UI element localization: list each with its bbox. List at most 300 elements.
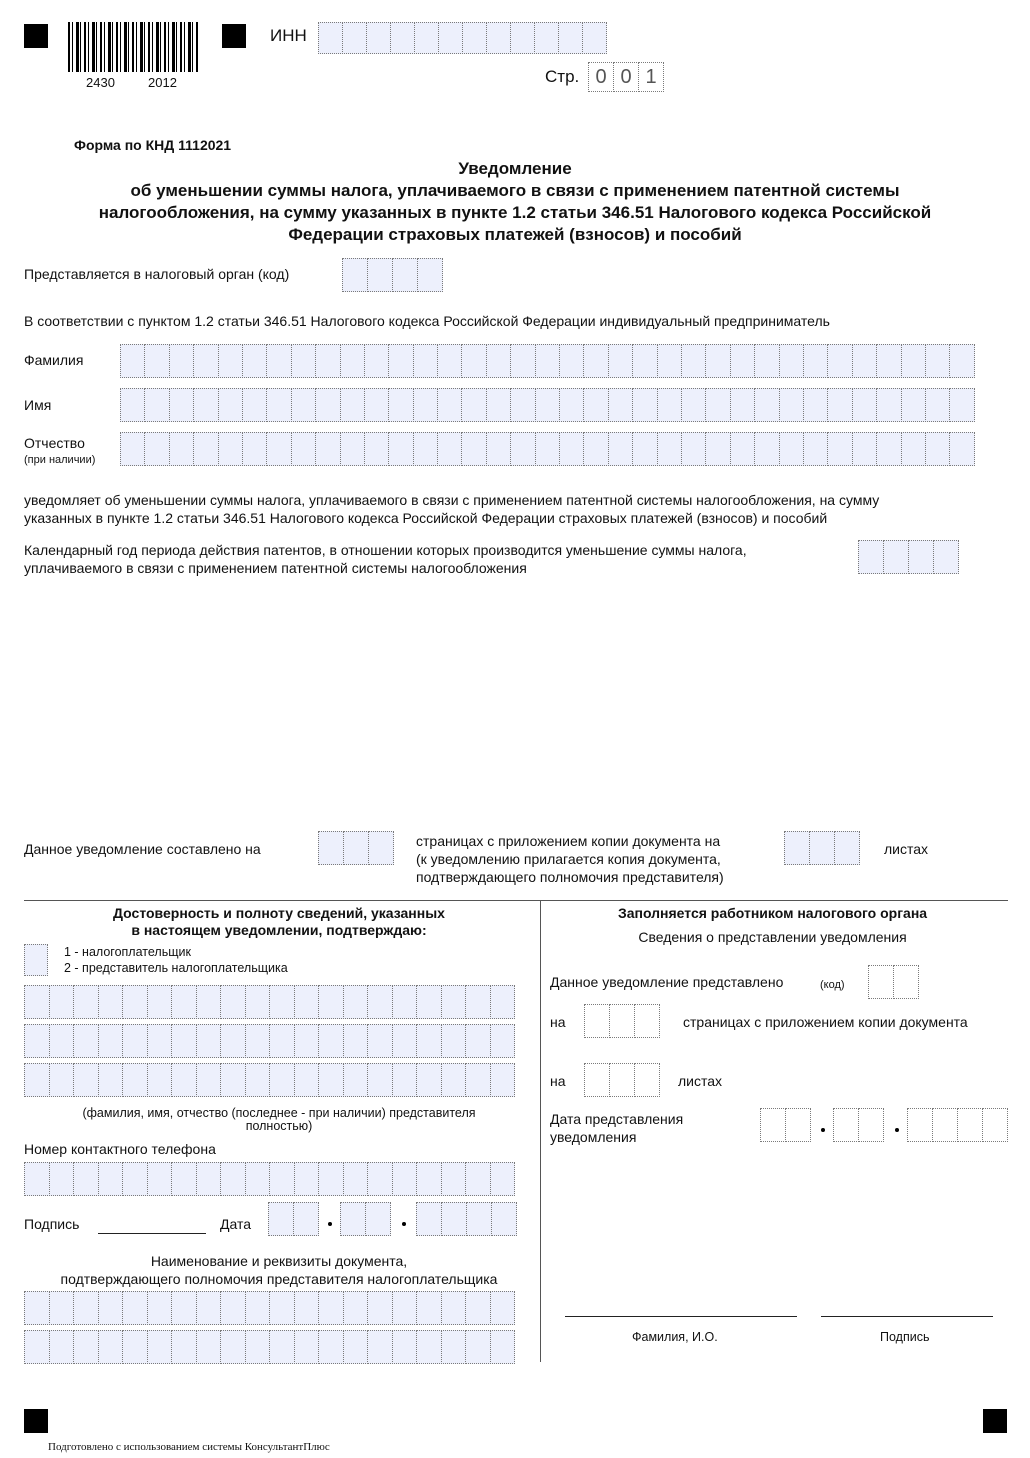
input-cell[interactable] — [171, 1063, 197, 1097]
input-cell[interactable] — [705, 344, 730, 378]
input-cell[interactable] — [122, 1024, 148, 1058]
input-cell[interactable] — [218, 388, 243, 422]
input-cell[interactable] — [907, 1108, 933, 1142]
input-cell[interactable] — [583, 344, 608, 378]
input-cell[interactable] — [559, 388, 584, 422]
input-cell[interactable] — [220, 1291, 246, 1325]
input-cell[interactable] — [266, 344, 291, 378]
input-cell[interactable] — [294, 1024, 320, 1058]
input-cell[interactable] — [220, 1024, 246, 1058]
input-cell[interactable] — [486, 344, 511, 378]
input-cell[interactable] — [392, 1330, 418, 1364]
input-cell[interactable] — [558, 22, 583, 54]
input-cell[interactable] — [868, 965, 894, 999]
input-cell[interactable] — [852, 432, 877, 466]
input-cell[interactable] — [437, 344, 462, 378]
input-cell[interactable] — [490, 1330, 516, 1364]
input-cell[interactable] — [49, 1024, 75, 1058]
input-cell[interactable] — [392, 258, 418, 292]
input-cell[interactable] — [220, 1063, 246, 1097]
input-cell[interactable] — [901, 432, 926, 466]
input-cell[interactable] — [535, 432, 560, 466]
phone-field[interactable] — [24, 1162, 514, 1196]
input-cell[interactable] — [416, 1291, 442, 1325]
input-cell[interactable] — [657, 432, 682, 466]
input-cell[interactable] — [657, 388, 682, 422]
input-cell[interactable] — [779, 432, 804, 466]
submission-date-month-field[interactable] — [833, 1108, 883, 1142]
input-cell[interactable] — [632, 388, 657, 422]
input-cell[interactable] — [465, 1291, 491, 1325]
input-cell[interactable] — [510, 22, 535, 54]
input-cell[interactable] — [760, 1108, 786, 1142]
input-cell[interactable] — [486, 22, 511, 54]
input-cell[interactable] — [171, 1162, 197, 1196]
input-cell[interactable] — [242, 432, 267, 466]
input-cell[interactable] — [461, 344, 486, 378]
input-cell[interactable] — [414, 22, 439, 54]
input-cell[interactable] — [318, 831, 344, 865]
input-cell[interactable] — [340, 432, 365, 466]
document-details-row[interactable] — [24, 1291, 514, 1325]
input-cell[interactable] — [632, 432, 657, 466]
input-cell[interactable] — [147, 1162, 173, 1196]
input-cell[interactable] — [340, 388, 365, 422]
input-cell[interactable] — [852, 344, 877, 378]
input-cell[interactable] — [858, 1108, 884, 1142]
input-cell[interactable] — [535, 344, 560, 378]
input-cell[interactable] — [486, 388, 511, 422]
input-cell[interactable] — [315, 344, 340, 378]
input-cell[interactable] — [949, 432, 974, 466]
input-cell[interactable] — [388, 432, 413, 466]
input-cell[interactable] — [318, 1162, 344, 1196]
officer-signature-line[interactable] — [821, 1316, 993, 1317]
input-cell[interactable] — [437, 388, 462, 422]
input-cell[interactable] — [343, 831, 369, 865]
input-cell[interactable] — [218, 432, 243, 466]
input-cell[interactable] — [73, 1024, 99, 1058]
input-cell[interactable] — [827, 344, 852, 378]
input-cell[interactable] — [681, 344, 706, 378]
input-cell[interactable] — [73, 985, 99, 1019]
input-cell[interactable] — [785, 1108, 811, 1142]
input-cell[interactable] — [416, 1162, 442, 1196]
input-cell[interactable] — [367, 1162, 393, 1196]
input-cell[interactable] — [367, 1024, 393, 1058]
input-cell[interactable] — [608, 388, 633, 422]
input-cell[interactable] — [294, 1291, 320, 1325]
input-cell[interactable] — [269, 1063, 295, 1097]
input-cell[interactable] — [294, 1063, 320, 1097]
input-cell[interactable] — [196, 1063, 222, 1097]
input-cell[interactable] — [73, 1291, 99, 1325]
input-cell[interactable] — [827, 432, 852, 466]
submission-code-field[interactable] — [868, 965, 918, 999]
date-year-field[interactable] — [416, 1202, 516, 1236]
input-cell[interactable] — [218, 344, 243, 378]
input-cell[interactable] — [147, 985, 173, 1019]
input-cell[interactable] — [343, 1291, 369, 1325]
input-cell[interactable] — [852, 388, 877, 422]
input-cell[interactable] — [634, 1063, 660, 1097]
input-cell[interactable] — [754, 388, 779, 422]
input-cell[interactable] — [24, 985, 50, 1019]
input-cell[interactable] — [196, 985, 222, 1019]
input-cell[interactable] — [367, 1291, 393, 1325]
input-cell[interactable] — [120, 344, 145, 378]
inn-field[interactable] — [318, 22, 606, 54]
input-cell[interactable] — [392, 1291, 418, 1325]
input-cell[interactable] — [291, 388, 316, 422]
input-cell[interactable] — [559, 344, 584, 378]
input-cell[interactable] — [809, 831, 835, 865]
input-cell[interactable] — [269, 985, 295, 1019]
input-cell[interactable] — [490, 1024, 516, 1058]
input-cell[interactable] — [24, 1291, 50, 1325]
input-cell[interactable] — [779, 344, 804, 378]
input-cell[interactable] — [491, 1202, 517, 1236]
input-cell[interactable] — [343, 985, 369, 1019]
input-cell[interactable] — [584, 1063, 610, 1097]
name-field[interactable] — [120, 388, 974, 422]
input-cell[interactable] — [245, 985, 271, 1019]
input-cell[interactable] — [73, 1162, 99, 1196]
submission-date-year-field[interactable] — [907, 1108, 1007, 1142]
input-cell[interactable] — [24, 1063, 50, 1097]
date-day-field[interactable] — [268, 1202, 318, 1236]
input-cell[interactable] — [465, 985, 491, 1019]
pages-count-field[interactable] — [318, 831, 393, 865]
input-cell[interactable] — [925, 344, 950, 378]
input-cell[interactable] — [392, 1063, 418, 1097]
input-cell[interactable] — [269, 1330, 295, 1364]
input-cell[interactable] — [462, 22, 487, 54]
input-cell[interactable] — [318, 1330, 344, 1364]
input-cell[interactable] — [367, 1063, 393, 1097]
input-cell[interactable] — [122, 985, 148, 1019]
input-cell[interactable] — [490, 985, 516, 1019]
input-cell[interactable] — [583, 432, 608, 466]
input-cell[interactable] — [416, 1024, 442, 1058]
input-cell[interactable] — [49, 1291, 75, 1325]
input-cell[interactable] — [535, 388, 560, 422]
input-cell[interactable] — [705, 388, 730, 422]
input-cell[interactable] — [949, 388, 974, 422]
input-cell[interactable] — [461, 388, 486, 422]
input-cell[interactable] — [583, 388, 608, 422]
input-cell[interactable] — [343, 1063, 369, 1097]
input-cell[interactable] — [437, 432, 462, 466]
input-cell[interactable] — [318, 1291, 344, 1325]
input-cell[interactable] — [908, 540, 934, 574]
input-cell[interactable] — [73, 1330, 99, 1364]
input-cell[interactable] — [269, 1024, 295, 1058]
input-cell[interactable] — [438, 22, 463, 54]
input-cell[interactable] — [582, 22, 607, 54]
input-cell[interactable] — [294, 1162, 320, 1196]
input-cell[interactable] — [242, 388, 267, 422]
date-month-field[interactable] — [340, 1202, 390, 1236]
input-cell[interactable] — [413, 344, 438, 378]
input-cell[interactable] — [858, 540, 884, 574]
input-cell[interactable] — [461, 432, 486, 466]
input-cell[interactable] — [486, 432, 511, 466]
input-cell[interactable] — [196, 1330, 222, 1364]
input-cell[interactable] — [465, 1063, 491, 1097]
input-cell[interactable] — [465, 1162, 491, 1196]
input-cell[interactable] — [441, 1202, 467, 1236]
input-cell[interactable] — [122, 1162, 148, 1196]
input-cell[interactable] — [220, 1162, 246, 1196]
input-cell[interactable] — [193, 432, 218, 466]
document-details-row[interactable] — [24, 1330, 514, 1364]
input-cell[interactable] — [681, 432, 706, 466]
input-cell[interactable] — [366, 22, 391, 54]
input-cell[interactable] — [893, 965, 919, 999]
input-cell[interactable] — [932, 1108, 958, 1142]
input-cell[interactable] — [315, 432, 340, 466]
input-cell[interactable] — [49, 1063, 75, 1097]
input-cell[interactable] — [171, 1291, 197, 1325]
input-cell[interactable] — [368, 831, 394, 865]
input-cell[interactable] — [367, 258, 393, 292]
input-cell[interactable] — [803, 432, 828, 466]
input-cell[interactable] — [342, 22, 367, 54]
input-cell[interactable] — [169, 432, 194, 466]
input-cell[interactable] — [318, 985, 344, 1019]
input-cell[interactable] — [342, 258, 368, 292]
input-cell[interactable] — [949, 344, 974, 378]
signer-type-cell[interactable] — [24, 944, 48, 976]
input-cell[interactable] — [876, 388, 901, 422]
input-cell[interactable] — [490, 1162, 516, 1196]
input-cell[interactable] — [367, 1330, 393, 1364]
input-cell[interactable] — [98, 1024, 124, 1058]
input-cell[interactable] — [465, 1024, 491, 1058]
input-cell[interactable] — [982, 1108, 1008, 1142]
input-cell[interactable] — [876, 344, 901, 378]
input-cell[interactable] — [220, 1330, 246, 1364]
input-cell[interactable] — [441, 1330, 467, 1364]
input-cell[interactable] — [291, 344, 316, 378]
input-cell[interactable] — [634, 1004, 660, 1038]
input-cell[interactable] — [245, 1291, 271, 1325]
input-cell[interactable] — [169, 344, 194, 378]
input-cell[interactable] — [413, 388, 438, 422]
input-cell[interactable] — [193, 388, 218, 422]
input-cell[interactable] — [147, 1063, 173, 1097]
calendar-year-field[interactable] — [858, 540, 958, 574]
input-cell[interactable] — [534, 22, 559, 54]
input-cell[interactable] — [98, 1162, 124, 1196]
input-cell[interactable] — [98, 985, 124, 1019]
input-cell[interactable] — [24, 1330, 50, 1364]
input-cell[interactable] — [833, 1108, 859, 1142]
input-cell[interactable] — [122, 1291, 148, 1325]
input-cell[interactable] — [413, 432, 438, 466]
input-cell[interactable] — [245, 1063, 271, 1097]
input-cell[interactable] — [417, 258, 443, 292]
input-cell[interactable] — [269, 1291, 295, 1325]
input-cell[interactable] — [390, 22, 415, 54]
signer-type-field[interactable] — [24, 944, 47, 976]
input-cell[interactable] — [24, 1024, 50, 1058]
input-cell[interactable] — [171, 1330, 197, 1364]
input-cell[interactable] — [245, 1024, 271, 1058]
input-cell[interactable] — [632, 344, 657, 378]
input-cell[interactable] — [441, 1162, 467, 1196]
input-cell[interactable] — [269, 1162, 295, 1196]
input-cell[interactable] — [318, 22, 343, 54]
input-cell[interactable] — [318, 1024, 344, 1058]
input-cell[interactable] — [392, 985, 418, 1019]
input-cell[interactable] — [193, 344, 218, 378]
input-cell[interactable] — [510, 344, 535, 378]
tax-authority-code-field[interactable] — [342, 258, 442, 292]
input-cell[interactable] — [120, 432, 145, 466]
input-cell[interactable] — [169, 388, 194, 422]
input-cell[interactable] — [364, 388, 389, 422]
input-cell[interactable] — [171, 1024, 197, 1058]
input-cell[interactable] — [343, 1162, 369, 1196]
input-cell[interactable] — [392, 1162, 418, 1196]
input-cell[interactable] — [803, 388, 828, 422]
input-cell[interactable] — [318, 1063, 344, 1097]
input-cell[interactable] — [388, 388, 413, 422]
input-cell[interactable] — [441, 1024, 467, 1058]
input-cell[interactable] — [608, 344, 633, 378]
input-cell[interactable] — [754, 432, 779, 466]
input-cell[interactable] — [957, 1108, 983, 1142]
input-cell[interactable] — [147, 1291, 173, 1325]
sheets-count-field[interactable] — [784, 831, 859, 865]
input-cell[interactable] — [730, 432, 755, 466]
input-cell[interactable] — [245, 1330, 271, 1364]
input-cell[interactable] — [343, 1330, 369, 1364]
representative-fio-row[interactable] — [24, 1063, 514, 1097]
input-cell[interactable] — [392, 1024, 418, 1058]
representative-fio-row[interactable] — [24, 1024, 514, 1058]
input-cell[interactable] — [416, 985, 442, 1019]
input-cell[interactable] — [98, 1063, 124, 1097]
input-cell[interactable] — [294, 985, 320, 1019]
signature-line[interactable] — [98, 1233, 206, 1234]
input-cell[interactable] — [608, 432, 633, 466]
input-cell[interactable] — [144, 432, 169, 466]
representative-fio-row[interactable] — [24, 985, 514, 1019]
input-cell[interactable] — [196, 1162, 222, 1196]
input-cell[interactable] — [466, 1202, 492, 1236]
input-cell[interactable] — [98, 1291, 124, 1325]
input-cell[interactable] — [122, 1063, 148, 1097]
input-cell[interactable] — [416, 1202, 442, 1236]
input-cell[interactable] — [245, 1162, 271, 1196]
input-cell[interactable] — [490, 1063, 516, 1097]
submitted-pages-field[interactable] — [584, 1004, 659, 1038]
input-cell[interactable] — [883, 540, 909, 574]
input-cell[interactable] — [657, 344, 682, 378]
input-cell[interactable] — [340, 1202, 366, 1236]
input-cell[interactable] — [416, 1330, 442, 1364]
input-cell[interactable] — [122, 1330, 148, 1364]
input-cell[interactable] — [315, 388, 340, 422]
input-cell[interactable] — [510, 432, 535, 466]
input-cell[interactable] — [293, 1202, 319, 1236]
input-cell[interactable] — [834, 831, 860, 865]
input-cell[interactable] — [584, 1004, 610, 1038]
input-cell[interactable] — [171, 985, 197, 1019]
input-cell[interactable] — [901, 344, 926, 378]
input-cell[interactable] — [784, 831, 810, 865]
input-cell[interactable] — [294, 1330, 320, 1364]
input-cell[interactable] — [364, 432, 389, 466]
input-cell[interactable] — [416, 1063, 442, 1097]
input-cell[interactable] — [925, 432, 950, 466]
input-cell[interactable] — [266, 388, 291, 422]
input-cell[interactable] — [925, 388, 950, 422]
input-cell[interactable] — [98, 1330, 124, 1364]
input-cell[interactable] — [340, 344, 365, 378]
input-cell[interactable] — [901, 388, 926, 422]
input-cell[interactable] — [147, 1024, 173, 1058]
input-cell[interactable] — [144, 344, 169, 378]
input-cell[interactable] — [779, 388, 804, 422]
input-cell[interactable] — [120, 388, 145, 422]
input-cell[interactable] — [730, 388, 755, 422]
input-cell[interactable] — [49, 985, 75, 1019]
input-cell[interactable] — [73, 1063, 99, 1097]
input-cell[interactable] — [559, 432, 584, 466]
input-cell[interactable] — [827, 388, 852, 422]
input-cell[interactable] — [609, 1004, 635, 1038]
input-cell[interactable] — [367, 985, 393, 1019]
input-cell[interactable] — [242, 344, 267, 378]
input-cell[interactable] — [609, 1063, 635, 1097]
input-cell[interactable] — [803, 344, 828, 378]
input-cell[interactable] — [365, 1202, 391, 1236]
input-cell[interactable] — [510, 388, 535, 422]
input-cell[interactable] — [364, 344, 389, 378]
input-cell[interactable] — [49, 1330, 75, 1364]
input-cell[interactable] — [441, 1291, 467, 1325]
input-cell[interactable] — [268, 1202, 294, 1236]
input-cell[interactable] — [266, 432, 291, 466]
input-cell[interactable] — [291, 432, 316, 466]
input-cell[interactable] — [465, 1330, 491, 1364]
input-cell[interactable] — [343, 1024, 369, 1058]
input-cell[interactable] — [49, 1162, 75, 1196]
submission-date-day-field[interactable] — [760, 1108, 810, 1142]
input-cell[interactable] — [705, 432, 730, 466]
input-cell[interactable] — [147, 1330, 173, 1364]
input-cell[interactable] — [220, 985, 246, 1019]
input-cell[interactable] — [876, 432, 901, 466]
input-cell[interactable] — [144, 388, 169, 422]
input-cell[interactable] — [196, 1291, 222, 1325]
submitted-sheets-field[interactable] — [584, 1063, 659, 1097]
input-cell[interactable] — [490, 1291, 516, 1325]
input-cell[interactable] — [441, 1063, 467, 1097]
input-cell[interactable] — [933, 540, 959, 574]
input-cell[interactable] — [730, 344, 755, 378]
input-cell[interactable] — [24, 1162, 50, 1196]
officer-name-line[interactable] — [565, 1316, 797, 1317]
input-cell[interactable] — [681, 388, 706, 422]
surname-field[interactable] — [120, 344, 974, 378]
input-cell[interactable] — [754, 344, 779, 378]
input-cell[interactable] — [441, 985, 467, 1019]
